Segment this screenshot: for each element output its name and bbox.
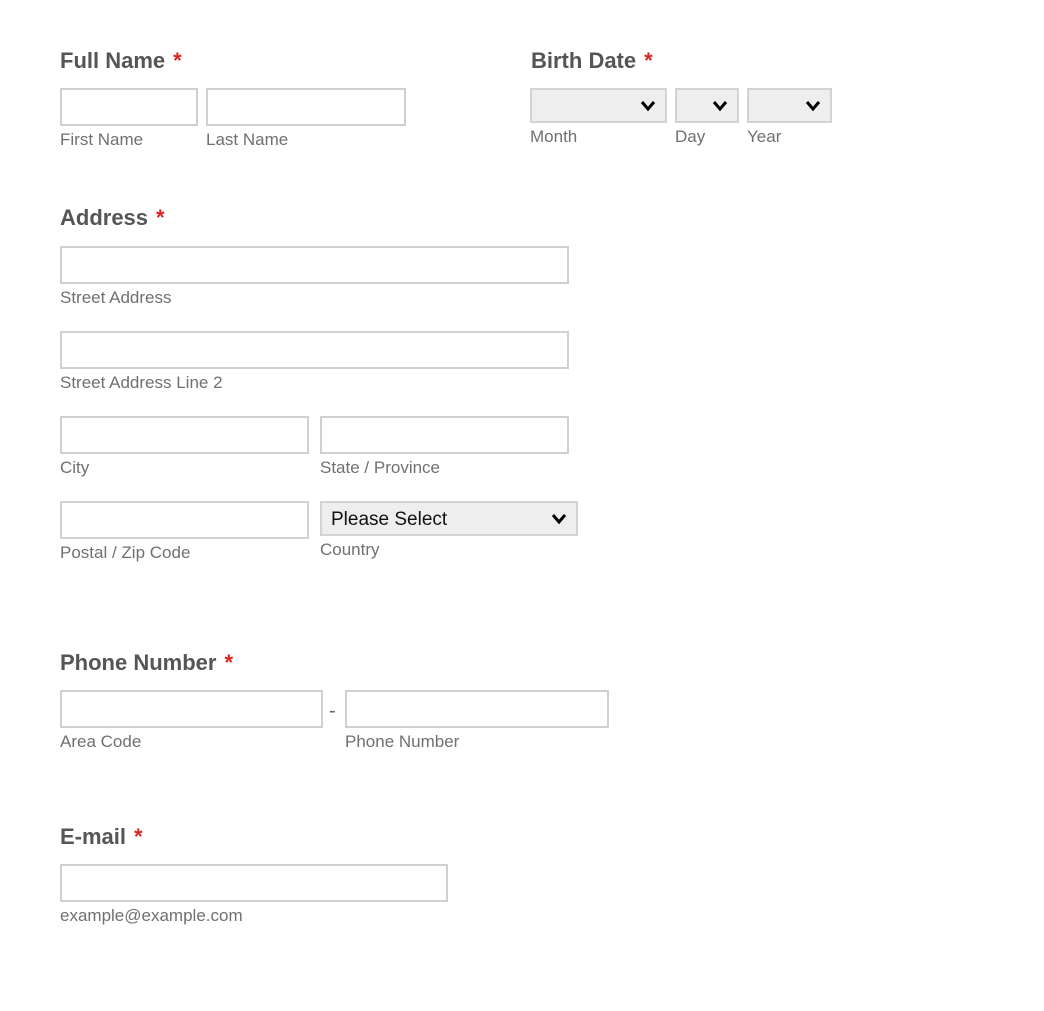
email-sublabel: example@example.com xyxy=(60,906,243,925)
required-asterisk: * xyxy=(173,48,182,73)
year-sublabel: Year xyxy=(747,127,782,146)
area-code-sublabel: Area Code xyxy=(60,732,142,751)
day-sublabel: Day xyxy=(675,127,706,146)
address-label xyxy=(60,205,165,231)
full-name-label-text: Full Name xyxy=(60,48,166,73)
birth-date-label-text: Birth Date xyxy=(531,48,637,73)
street-address-line2-input[interactable] xyxy=(60,331,569,369)
birth-day-select[interactable] xyxy=(675,88,739,123)
phone-number-sublabel: Phone Number xyxy=(345,732,460,751)
city-input[interactable] xyxy=(60,416,309,454)
first-name-sublabel: First Name xyxy=(60,130,144,149)
chevron-down-icon xyxy=(805,99,821,113)
last-name-sublabel: Last Name xyxy=(206,130,289,149)
required-asterisk: * xyxy=(224,650,234,675)
full-name-label xyxy=(60,48,182,74)
email-input[interactable] xyxy=(60,864,448,902)
birth-year-select[interactable] xyxy=(747,88,832,123)
birth-date-label xyxy=(531,48,653,74)
required-asterisk: * xyxy=(644,48,653,73)
month-sublabel: Month xyxy=(530,127,578,146)
phone-number-label xyxy=(60,650,233,676)
country-select-value: Please Select xyxy=(331,509,448,530)
state-province-sublabel: State / Province xyxy=(320,458,441,477)
postal-zip-sublabel: Postal / Zip Code xyxy=(60,543,191,562)
birth-month-select[interactable] xyxy=(530,88,667,123)
last-name-input[interactable] xyxy=(206,88,406,126)
country-select[interactable] xyxy=(320,501,578,536)
street-address-line2-sublabel: Street Address Line 2 xyxy=(60,373,223,392)
street-address-input[interactable] xyxy=(60,246,569,284)
email-label-text: E-mail xyxy=(60,824,127,849)
chevron-down-icon xyxy=(712,99,728,113)
address-label-text: Address xyxy=(60,205,149,230)
first-name-input[interactable] xyxy=(60,88,198,126)
phone-number-label-text: Phone Number xyxy=(60,650,217,675)
phone-number-input[interactable] xyxy=(345,690,609,728)
country-sublabel: Country xyxy=(320,540,380,559)
required-asterisk: * xyxy=(134,824,143,849)
postal-zip-input[interactable] xyxy=(60,501,309,539)
email-label xyxy=(60,824,143,850)
chevron-down-icon xyxy=(551,512,567,526)
state-province-input[interactable] xyxy=(320,416,569,454)
city-sublabel: City xyxy=(60,458,90,477)
phone-separator: - xyxy=(329,700,336,722)
street-address-sublabel: Street Address xyxy=(60,288,172,307)
required-asterisk: * xyxy=(156,205,165,230)
area-code-input[interactable] xyxy=(60,690,323,728)
chevron-down-icon xyxy=(640,99,656,113)
